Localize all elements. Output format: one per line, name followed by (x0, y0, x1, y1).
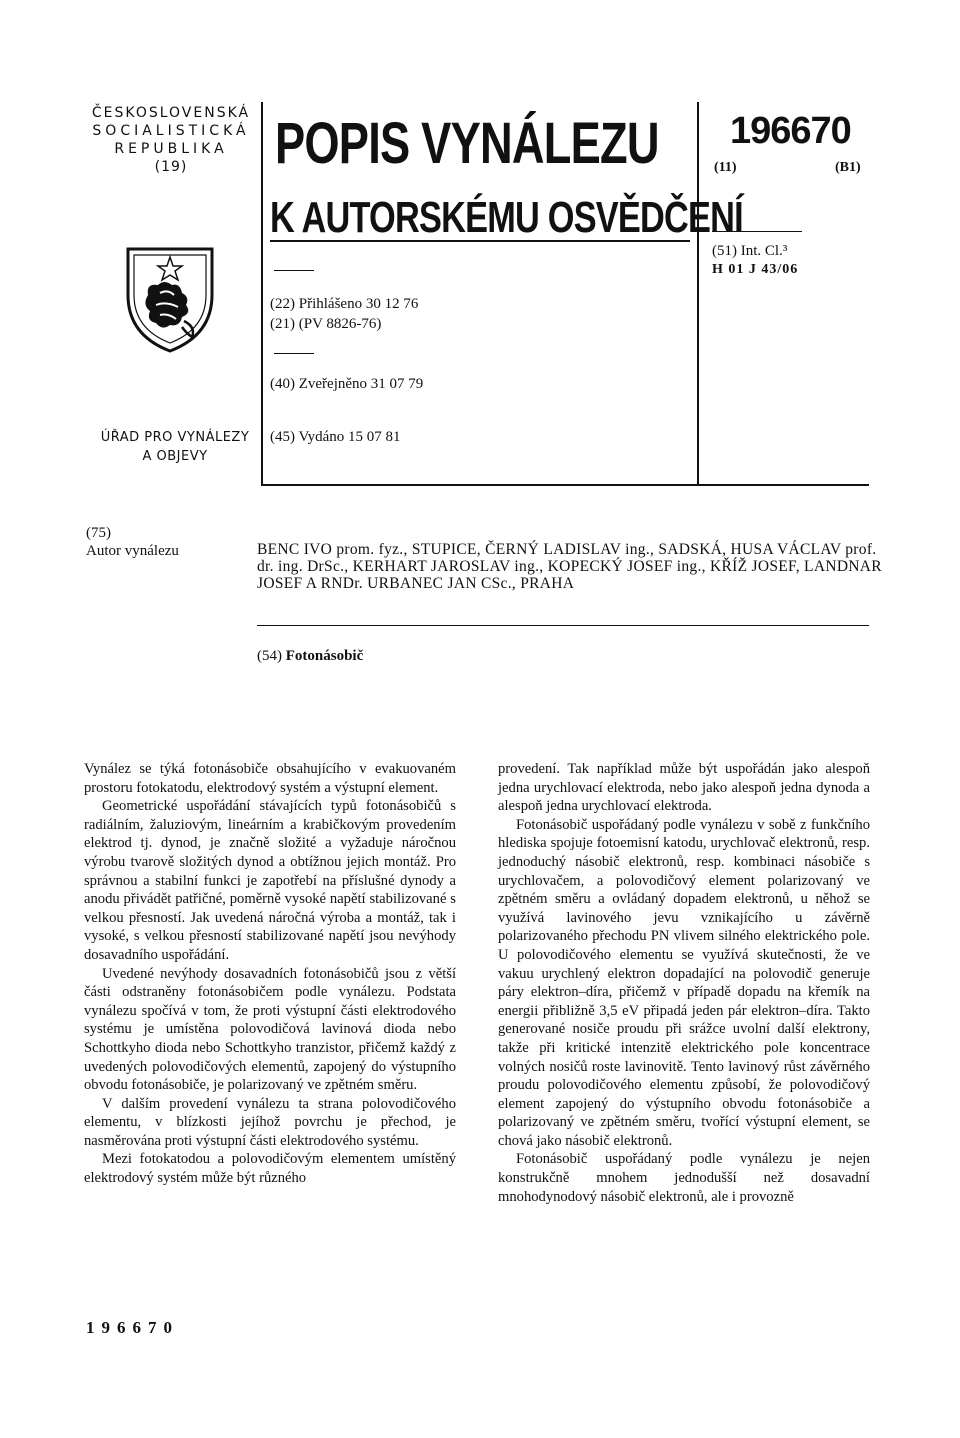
filed-date: (22) Přihlášeno 30 12 76 (270, 296, 419, 312)
published-date: (40) Zveřejněno 31 07 79 (270, 376, 424, 392)
paragraph: Vynález se týká fotonásobiče obsahujícího v evakuovaném prostoru fotokatodu, elektrodový systém a výstupní element. (84, 761, 456, 796)
header-right-rule (697, 102, 699, 484)
int-cl-label: (51) Int. Cl.³ (712, 243, 788, 259)
country-line-1: ČESKOSLOVENSKÁ (91, 105, 251, 121)
country-line-3: REPUBLIKA (114, 141, 228, 157)
paragraph: V dalším provedení vynálezu ta strana polovodičového elementu, v blízkosti jejíhož povrchu je přechod, je nasměrována proti výstupní části elektrodového systému. (84, 1095, 456, 1149)
paragraph: Uvedené nevýhody dosavadních fotonásobičů jsou z větší části odstraněny fotonásobičem podle vynálezu. Podstata vynálezu spočívá v tom, že proti výstupní části elektrodového systému je umístěna polovodičová lavinová dioda nebo Schottkyho dioda nebo Schottkyho tranzistor, přičemž každý z uvedených polovodičových elementů, zapojený do výstupního obvodu fotonásobiče, je polarizovaný ve zpětném směru. (84, 965, 456, 1094)
issued-date: (45) Vydáno 15 07 81 (270, 429, 401, 445)
patent-office (70, 428, 280, 466)
short-rule-2 (274, 353, 314, 354)
paragraph: Mezi fotokatodou a polovodičovým elementem umístěný elektrodový systém může být různého (84, 1151, 456, 1187)
code-11: (11) (714, 160, 737, 175)
paragraph: Fotonásobič uspořádaný podle vynálezu v sobě z funkčního hlediska spojuje fotoemisní katodu, urychlovač elektronů, resp. jednoduchý násobič elektronů, resp. kombinaci násobiče s urychlovačem, a polovodičový element polarizovaný ve zpětném směru a ovládaný dopadem elektronů, u něhož se využívá lavinového jevu vznikajícího u závěrně polarizovaného přechodu PN vlivem silného elektrického pole. U polovodičového elementu se využívá skutečnosti, že ve vakuu urychlený elektron dopadající na polovodič generuje páry elektron–díra, přičemž v případě dopadu na křemík na energii přibližně 3,5 eV připadá jeden pár elektron–díra. Takto generované nosiče proudu při srážce uvolní další elektrony, takže při kritické intenzitě elektrického pole koncentrace volných nosičů roste lavinovitě. Tento lavinový růst závěrného proudu polovodičového elementu způsobí, že polovodičový element zapojený do výstupního obvodu fotonásobiče a polarizovaný ve zpětném směru, tvořící výstupní element, se chová jako násobič elektronů. (498, 816, 870, 1149)
pv-number: (21) (PV 8826-76) (270, 316, 382, 332)
short-rule-1 (274, 270, 314, 271)
body-right-column (498, 760, 870, 1206)
code-b1: (B1) (835, 160, 861, 175)
footer-document-number: 196670 (86, 1318, 179, 1337)
paragraph: Geometrické uspořádání stávajících typů fotonásobičů s radiálním, žaluziovým, lineárním a krabičkovým provedením elektrod tj. dynod, je značně složité a vyžaduje náročnou výrobu tvarově složitých dynod a obtížnou jejich montáž. Pro správnou a stabilní funkci je zapotřebí na příslušné dynody a anodu přivádět patřičné, poměrně vysoké napětí stabilizované s velkou přesností. Jak uvedená náročná výroba a montáž, tak i vysoké, s velkou přesností stabilizované napětí jsou nevýhody dosavadního uspořádání. (84, 798, 456, 963)
invention-title (257, 648, 363, 665)
document-title: POPIS VYNÁLEZU (275, 111, 659, 176)
int-cl-code: H 01 J 43/06 (712, 262, 799, 277)
country-line-2: SOCIALISTICKÁ (92, 123, 250, 139)
authors-code: (75) (86, 525, 111, 541)
invention-title-code: (54) (257, 648, 282, 664)
country-name (86, 104, 256, 176)
office-line-2: A OBJEVY (142, 449, 208, 464)
body-left-column (84, 760, 456, 1188)
authors-rule (257, 625, 869, 626)
patent-number: 196670 (730, 110, 851, 152)
document-subtitle: K AUTORSKÉMU OSVĚDČENÍ (270, 193, 743, 242)
state-emblem-icon (120, 235, 220, 353)
authors-list: BENC IVO prom. fyz., STUPICE, ČERNÝ LADISLAV ing., SADSKÁ, HUSA VÁCLAV prof. dr. ing. DrSc., KERHART JAROSLAV ing., KOPECKÝ JOSEF ing., KŘÍŽ JOSEF, LANDNAR JOSEF A RNDr. URBANEC JAN CSc., PRAHA (257, 541, 882, 592)
authors-label: Autor vynálezu (86, 543, 179, 559)
header-bottom-rule (261, 484, 869, 486)
office-line-1: ÚŘAD PRO VYNÁLEZY (100, 430, 250, 445)
country-code: (19) (154, 159, 188, 175)
paragraph: provedení. Tak například může být uspořádán jako alespoň jedna urychlovací elektroda, nebo jako alespoň jedna dynoda a alespoň jedna urychlovací elektroda. (498, 761, 870, 815)
paragraph: Fotonásobič uspořádaný podle vynálezu je nejen konstrukčně mnohem jednodušší než dosavadní mnohodynodový násobič elektronů, ale i provozně (498, 1151, 870, 1205)
header-left-rule (261, 102, 263, 484)
invention-title-text: Fotonásobič (285, 648, 364, 664)
